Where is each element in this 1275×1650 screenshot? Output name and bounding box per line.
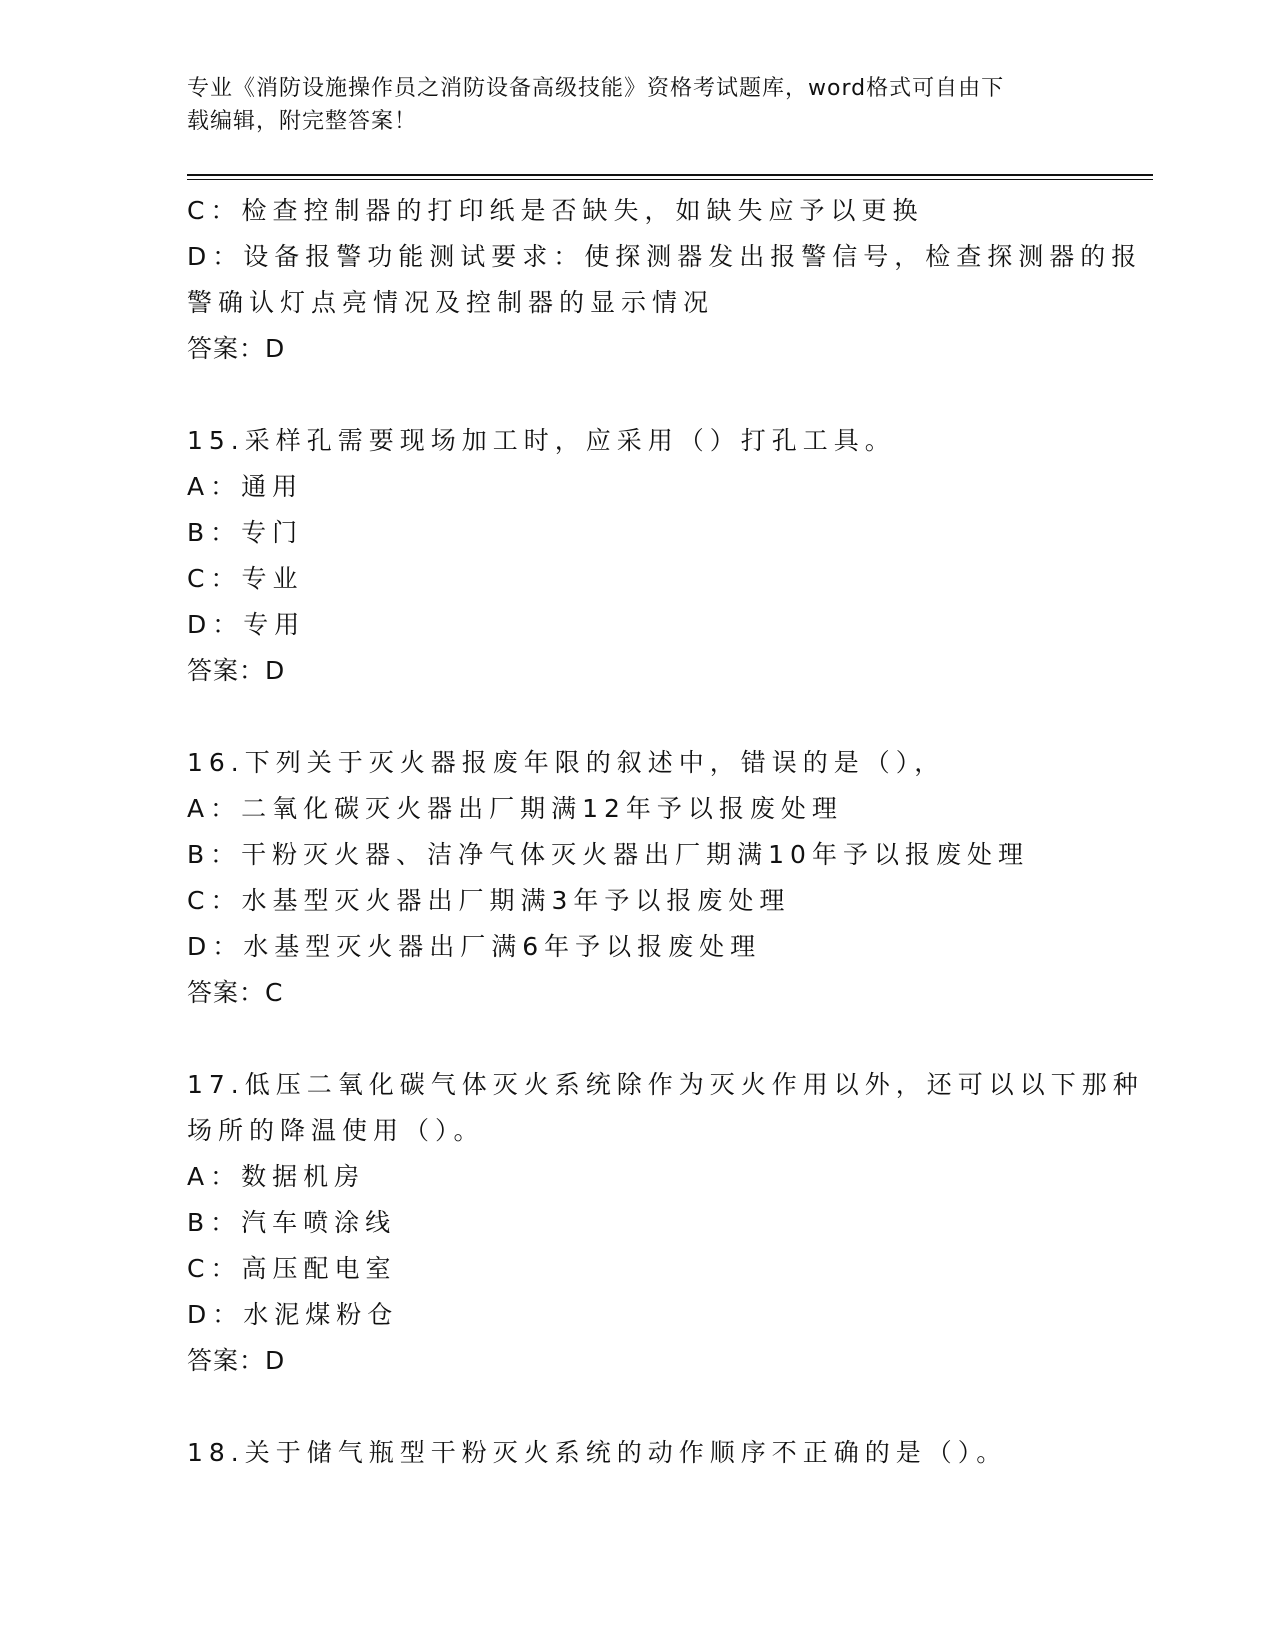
header-line-1: 专业《消防设施操作员之消防设备高级技能》资格考试题库，word格式可自由下 xyxy=(187,76,1005,101)
option-b: B：专门 xyxy=(187,518,304,547)
spacer xyxy=(187,1016,1087,1062)
option-c: C：专业 xyxy=(187,564,304,593)
option-a: A：通用 xyxy=(187,472,304,501)
question-stem: 17.低压二氧化碳气体灭火系统除作为灭火作用以外，还可以以下那种 xyxy=(187,1070,1144,1099)
option-d: D：设备报警功能测试要求：使探测器发出报警信号，检查探测器的报 xyxy=(187,242,1143,271)
option-a: A：数据机房 xyxy=(187,1162,366,1191)
question-15 xyxy=(187,418,1087,694)
option-d: D：专用 xyxy=(187,610,306,639)
answer-line: 答案：D xyxy=(187,1346,286,1375)
option-b: B：汽车喷涂线 xyxy=(187,1208,397,1237)
answer-line: 答案：C xyxy=(187,978,284,1007)
option-b: B：干粉灭火器、洁净气体灭火器出厂期满10年予以报废处理 xyxy=(187,840,1029,869)
question-16 xyxy=(187,740,1087,1016)
spacer xyxy=(187,1384,1087,1430)
question-stem: 18.关于储气瓶型干粉灭火系统的动作顺序不正确的是（）。 xyxy=(187,1438,1008,1467)
header-divider xyxy=(187,174,1153,180)
option-c: C：水基型灭火器出厂期满3年予以报废处理 xyxy=(187,886,791,915)
answer-line: 答案：D xyxy=(187,656,286,685)
option-a: A：二氧化碳灭火器出厂期满12年予以报废处理 xyxy=(187,794,843,823)
document-header xyxy=(187,72,1077,138)
spacer xyxy=(187,372,1087,418)
previous-question-block xyxy=(187,188,1143,372)
option-d: D：水基型灭火器出厂满6年予以报废处理 xyxy=(187,932,762,961)
answer-line: 答案：D xyxy=(187,334,286,363)
question-18 xyxy=(187,1430,1087,1476)
spacer xyxy=(187,694,1087,740)
option-c: C：高压配电室 xyxy=(187,1254,397,1283)
question-stem-continued: 场所的降温使用（）。 xyxy=(187,1116,485,1145)
option-d-continued: 警确认灯点亮情况及控制器的显示情况 xyxy=(187,288,715,317)
question-stem: 16.下列关于灭火器报废年限的叙述中，错误的是（）， xyxy=(187,748,946,777)
header-line-2: 载编辑，附完整答案！ xyxy=(187,109,418,134)
question-content xyxy=(187,188,1144,1476)
question-17 xyxy=(187,1062,1144,1384)
option-c: C：检查控制器的打印纸是否缺失，如缺失应予以更换 xyxy=(187,196,924,225)
question-stem: 15.采样孔需要现场加工时，应采用（）打孔工具。 xyxy=(187,426,896,455)
option-d: D：水泥煤粉仓 xyxy=(187,1300,399,1329)
